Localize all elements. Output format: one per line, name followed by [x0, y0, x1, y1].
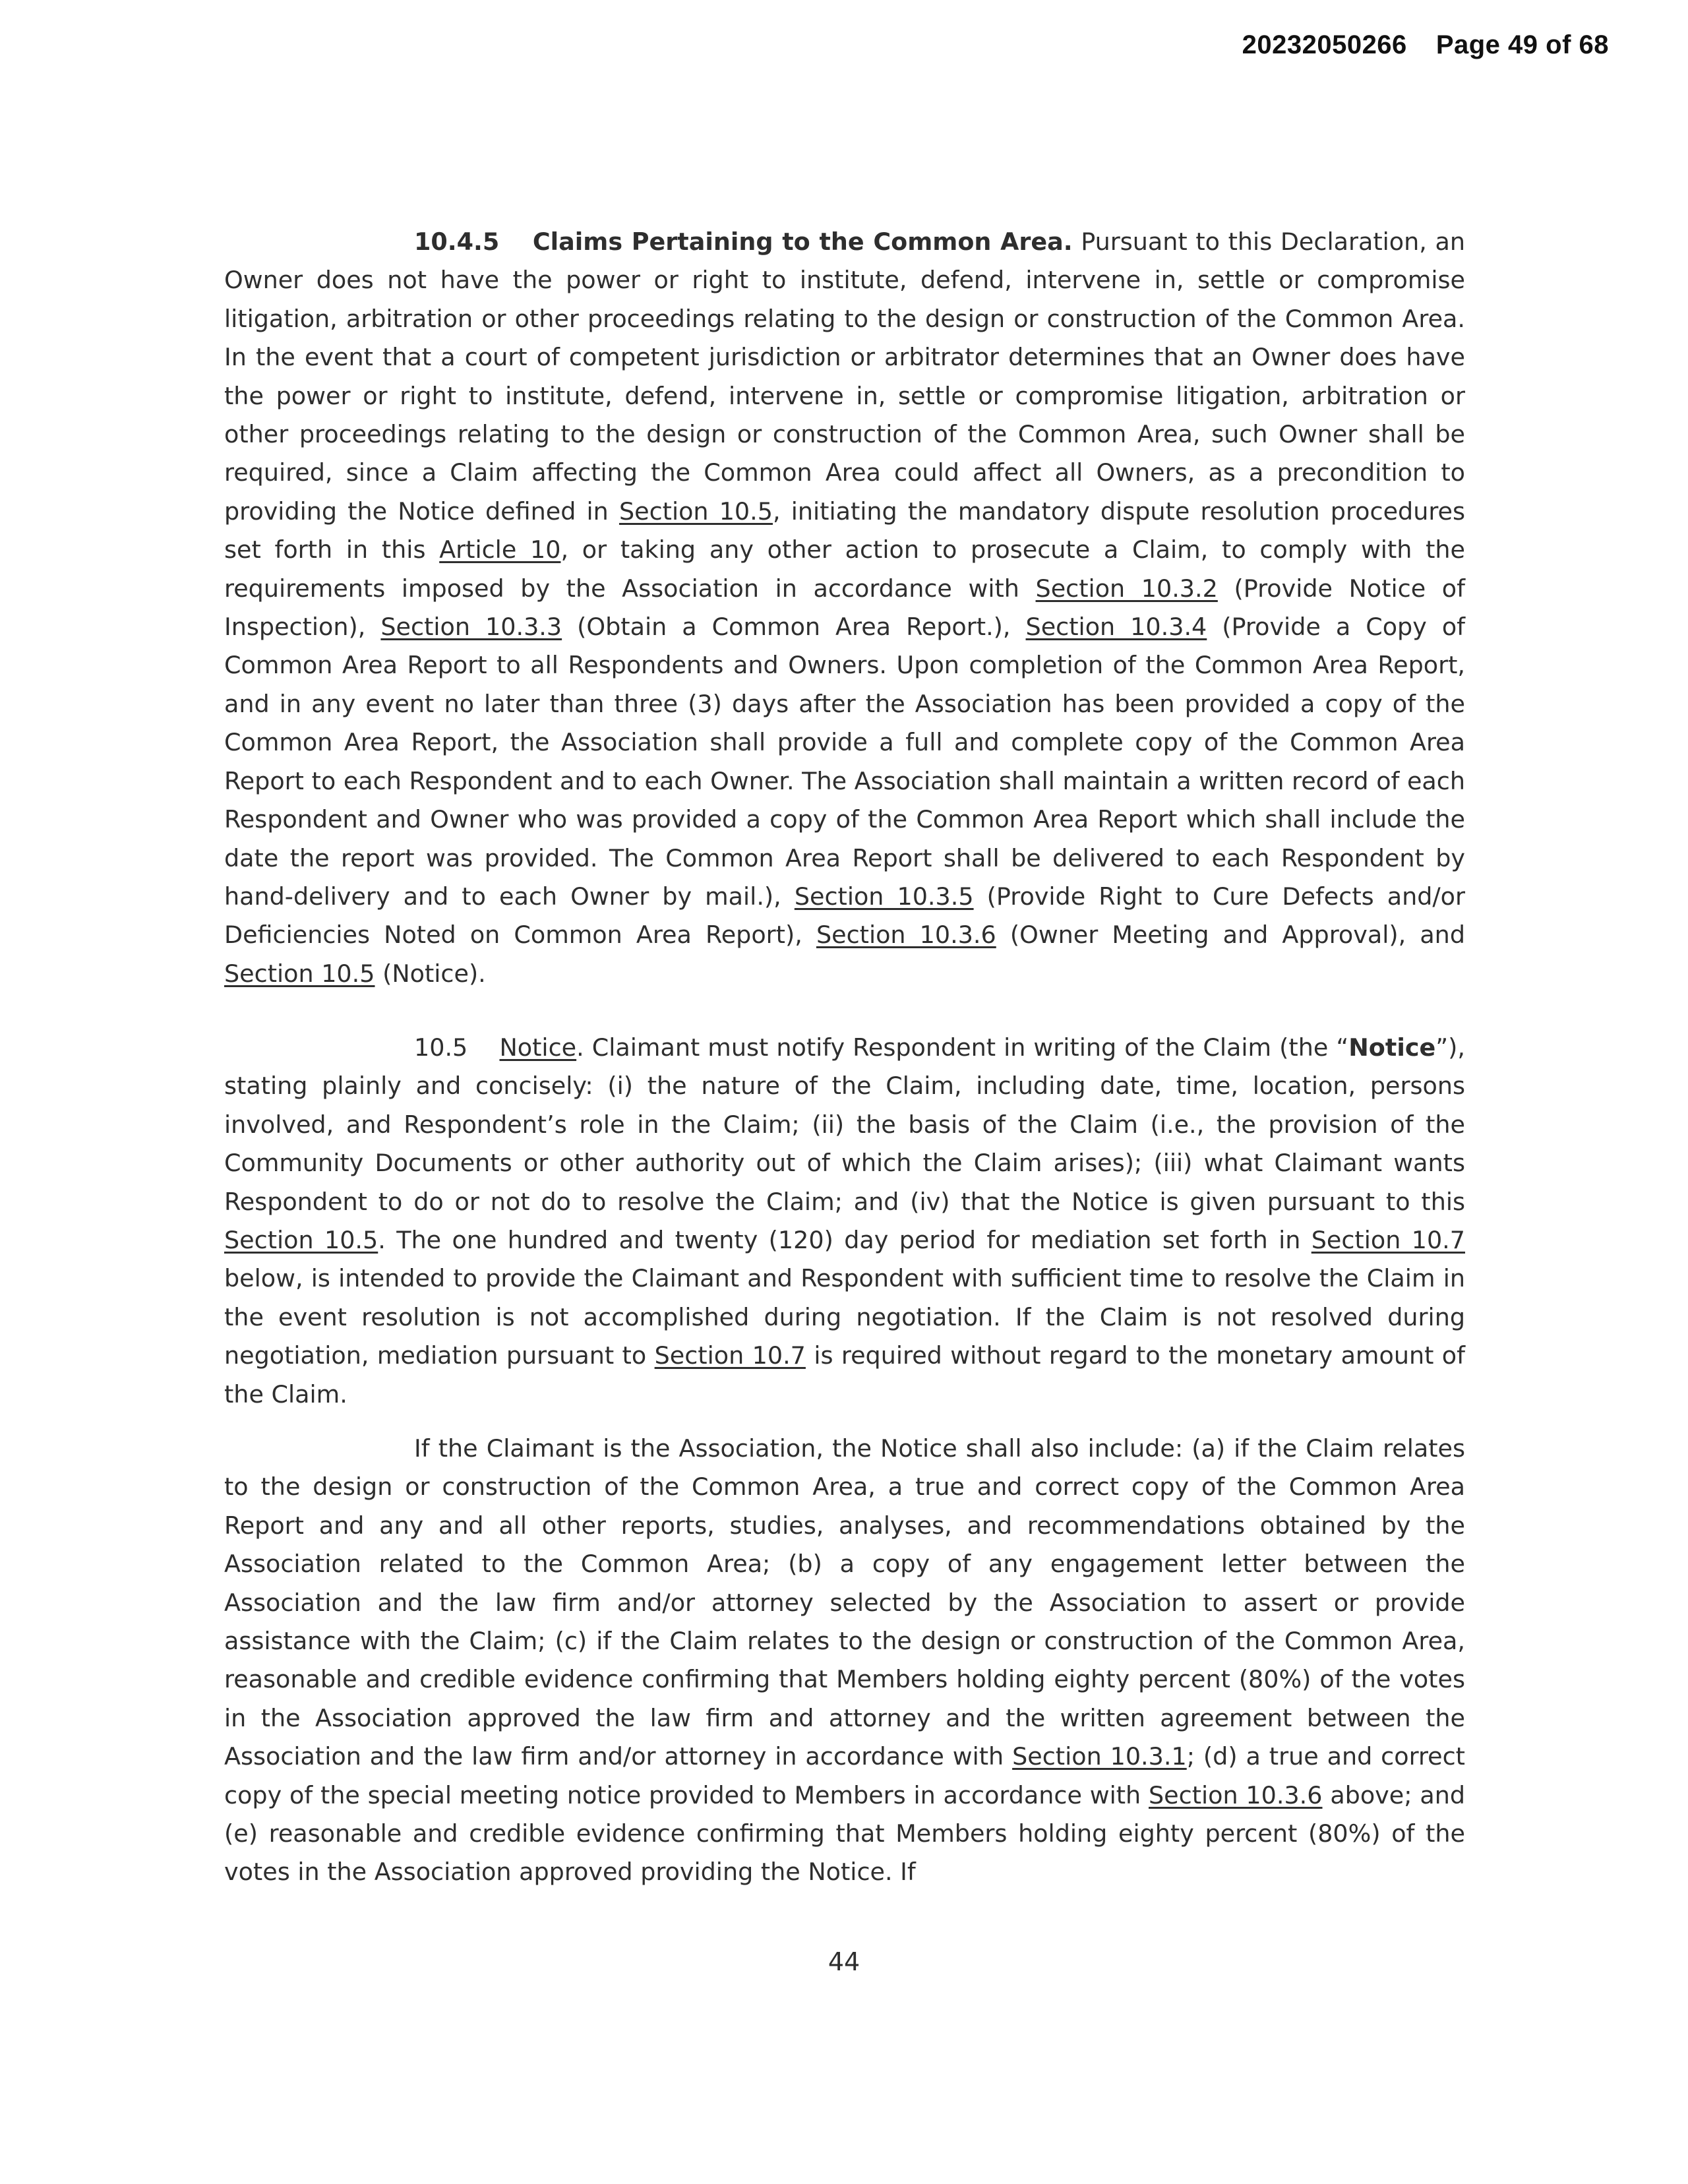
paragraph-text: ; (d) a true and correct copy of the special meeting notice provided to Members in accordance with: [224, 1742, 1465, 1809]
cross-reference: Section 10.5: [224, 1226, 378, 1255]
paragraph-text: above; and (e) reasonable and credible evidence confirming that Members holding eighty percent (80%) of the votes in the Association approved providing the Notice. If: [224, 1780, 1466, 1887]
paragraph-text: (Provide a Copy of Common Area Report to all Respondents and Owners. Upon completion of the Common Area Report, and in any event no later than three (3) days after the Association has been provided a copy of the Common Area Report, the Association shall provide a full and complete copy of the Common Area Report to each Respondent and to each Owner. The Association shall maintain a written record of each Respondent and Owner who was provided a copy of the Common Area Report which shall include the date the report was provided. The Common Area Report shall be delivered to each Respondent by hand-delivery and to each Owner by mail.),: [224, 613, 1466, 911]
recording-number: 20232050266: [1242, 30, 1407, 59]
cross-reference: Section 10.5: [224, 959, 375, 988]
paragraph-text: Pursuant to this Declaration, an Owner does not have the power or right to institute, defend, intervene in, settle or compromise litigation, arbitration or other proceedings relating to the design or construction of the Common Area. In the event that a court of competent jurisdiction or arbitrator determines that an Owner does have the power or right to institute, defend, intervene in, settle or compromise litigation, arbitration or other proceedings relating to the design or construction of the Common Area, such Owner shall be required, since a Claim affecting the Common Area could affect all Owners, as a precondition to providing the Notice defined in: [224, 228, 1465, 526]
paragraph-text: (Provide Notice of Inspection),: [224, 574, 1465, 642]
page-number: 44: [828, 1947, 860, 1976]
paragraph-text: (Provide Right to Cure Defects and/or Deficiencies Noted on Common Area Report),: [224, 882, 1466, 950]
cross-reference: Section 10.3.5: [794, 882, 974, 911]
section-title: Notice: [499, 1033, 577, 1062]
section-number: 10.5: [414, 1033, 468, 1062]
cross-reference: Article 10: [439, 535, 561, 564]
cross-reference: Section 10.3.6: [816, 921, 996, 950]
cross-reference: Section 10.3.6: [1149, 1780, 1323, 1809]
section-number: 10.4.5: [414, 228, 500, 256]
paragraph-text: below, is intended to provide the Claimant and Respondent with sufficient time to resolve the Claim in the event resolution is not accomplished during negotiation. If the Claim is not resolved during negotiation, mediation pursuant to: [224, 1264, 1465, 1370]
cross-reference: Section 10.7: [1311, 1226, 1465, 1255]
paragraph-text: ”), stating plainly and concisely: (i) the nature of the Claim, including date, time, location, persons involved, and Respondent’s role in the Claim; (ii) the basis of the Claim (i.e., the provision of the Community Documents or other authority out of which the Claim arises); (iii) what Claimant wants Respondent to do or not do to resolve the Claim; and (iv) that the Notice is given pursuant to this: [224, 1033, 1465, 1216]
paragraph-text: (Owner Meeting and Approval), and: [996, 921, 1465, 950]
paragraph-text: , initiating the mandatory dispute resolution procedures set forth in this: [224, 497, 1465, 564]
association-notice-paragraph: [224, 1430, 1465, 1892]
section-10-5-paragraph: [224, 1029, 1465, 1414]
paragraph-text: , or taking any other action to prosecute a Claim, to comply with the requirements imposed by the Association in accordance with: [224, 535, 1466, 603]
paragraph-text: If the Claimant is the Association, the Notice shall also include: (a) if the Claim relates to the design or construction of the Common Area, a true and correct copy of the Common Area Report and any and all other reports, studies, analyses, and recommendations obtained by the Association related to the Common Area; (b) a copy of any engagement letter between the Association and the law firm and/or attorney selected by the Association to assert or provide assistance with the Claim; (c) if the Claim relates to the design or construction of the Common Area, reasonable and credible evidence confirming that Members holding eighty percent (80%) of the votes in the Association approved the law firm and attorney and the written agreement between the Association and the law firm and/or attorney in accordance with: [224, 1434, 1465, 1771]
paragraph-text: is required without regard to the monetary amount of the Claim.: [224, 1341, 1465, 1409]
cross-reference: Section 10.3.2: [1035, 574, 1218, 603]
paragraph-text: . The one hundred and twenty (120) day period for mediation set forth in: [378, 1226, 1311, 1255]
paragraph-text: (Notice).: [375, 959, 486, 988]
defined-term: Notice: [1348, 1033, 1436, 1062]
section-10-4-5-paragraph: [224, 223, 1465, 993]
cross-reference: Section 10.3.3: [380, 613, 562, 642]
page-count: Page 49 of 68: [1435, 30, 1609, 59]
section-title: Claims Pertaining to the Common Area.: [532, 228, 1073, 256]
page-header: [1242, 30, 1609, 60]
cross-reference: Section 10.3.1: [1012, 1742, 1187, 1771]
paragraph-text: . Claimant must notify Respondent in writing of the Claim (the “: [576, 1033, 1349, 1062]
cross-reference: Section 10.3.4: [1025, 613, 1207, 642]
cross-reference: Section 10.7: [654, 1341, 806, 1370]
paragraph-text: (Obtain a Common Area Report.),: [562, 613, 1026, 642]
cross-reference: Section 10.5: [618, 497, 773, 526]
